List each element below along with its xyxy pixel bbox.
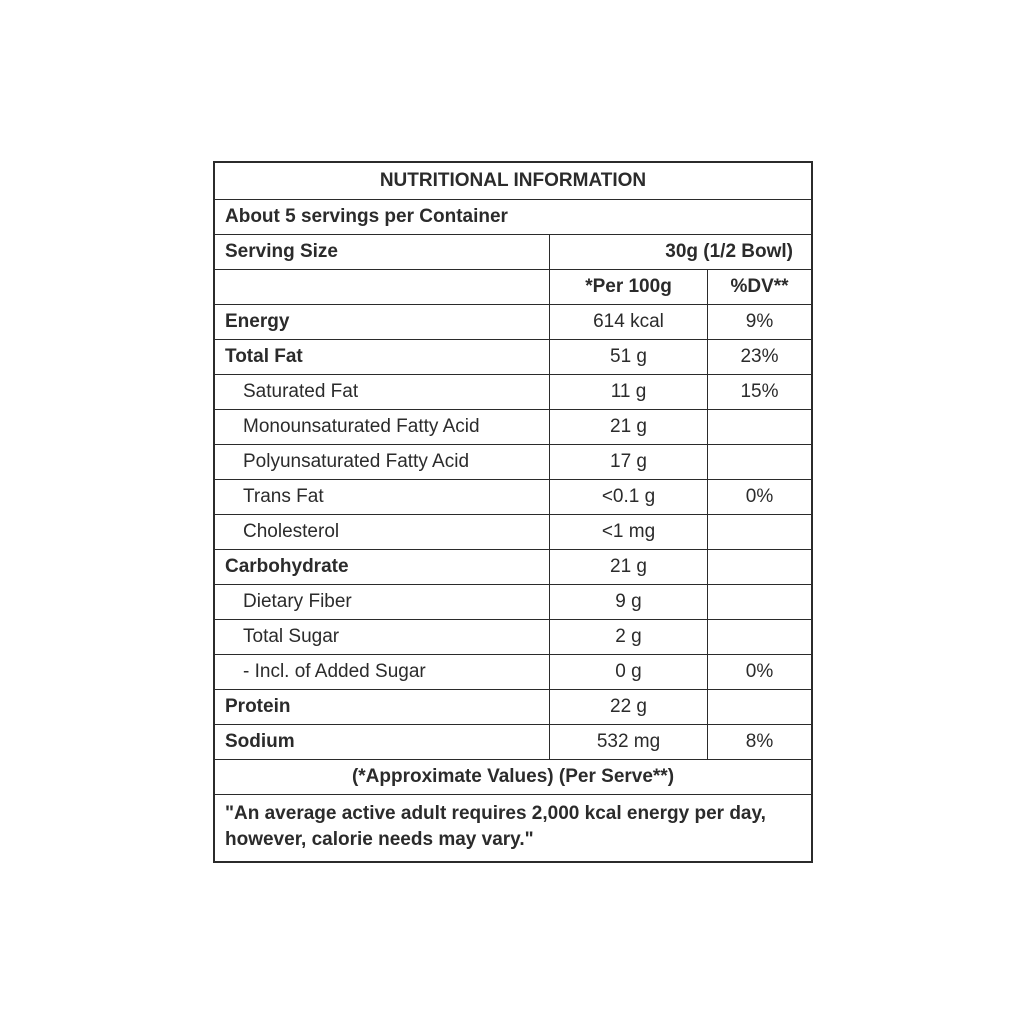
nutrient-per-100g: 21 g xyxy=(550,410,708,444)
nutrient-dv: 0% xyxy=(745,661,774,682)
serving-size-value: 30g (1/2 Bowl) xyxy=(665,241,793,262)
nutrient-dv xyxy=(708,620,811,654)
nutrient-name: Polyunsaturated Fatty Acid xyxy=(215,445,550,479)
nutrient-per-100g: 2 g xyxy=(550,620,708,654)
nutrient-name: Total Fat xyxy=(215,340,550,374)
approx-values-row xyxy=(215,760,811,795)
nutrient-dv xyxy=(708,690,811,724)
nutrient-name: Dietary Fiber xyxy=(215,585,550,619)
servings-per-container: About 5 servings per Container xyxy=(225,206,508,227)
nutrient-per-100g: 22 g xyxy=(550,690,708,724)
nutrient-name: Energy xyxy=(215,305,550,339)
nutrient-per-100g: 9 g xyxy=(550,585,708,619)
table-title: NUTRITIONAL INFORMATION xyxy=(379,170,647,191)
table-row xyxy=(215,375,811,410)
nutrient-per-100g: <0.1 g xyxy=(550,480,708,514)
nutrient-name: Carbohydrate xyxy=(215,550,550,584)
daily-value-footnote: "An average active adult requires 2,000 kcal energy per day, however, calorie needs may vary." xyxy=(225,803,766,850)
nutrient-dv xyxy=(708,410,811,444)
column-header-row xyxy=(215,270,811,305)
nutrition-facts-table xyxy=(213,161,813,863)
table-row xyxy=(215,620,811,655)
serving-size-label: Serving Size xyxy=(215,235,550,269)
nutrient-name: Cholesterol xyxy=(215,515,550,549)
table-row xyxy=(215,305,811,340)
nutrient-per-100g: 21 g xyxy=(550,550,708,584)
nutrient-per-100g: 51 g xyxy=(550,340,708,374)
nutrient-name: Sodium xyxy=(215,725,550,759)
table-row xyxy=(215,690,811,725)
nutrient-name: Saturated Fat xyxy=(215,375,550,409)
column-header-blank xyxy=(215,270,550,304)
table-row xyxy=(215,480,811,515)
nutrient-per-100g: <1 mg xyxy=(550,515,708,549)
table-row xyxy=(215,585,811,620)
nutrient-name: - Incl. of Added Sugar xyxy=(215,655,550,689)
nutrient-per-100g: 532 mg xyxy=(550,725,708,759)
nutrient-dv: 0% xyxy=(745,486,774,507)
column-header-dv: %DV** xyxy=(730,276,789,297)
table-row xyxy=(215,410,811,445)
nutrient-name: Monounsaturated Fatty Acid xyxy=(215,410,550,444)
table-row xyxy=(215,550,811,585)
table-row xyxy=(215,725,811,760)
table-row xyxy=(215,340,811,375)
serving-size-row xyxy=(215,235,811,270)
nutrient-dv xyxy=(708,515,811,549)
column-header-per-100g: *Per 100g xyxy=(550,270,708,304)
table-row xyxy=(215,445,811,480)
nutrient-dv: 8% xyxy=(745,731,774,752)
nutrient-per-100g: 11 g xyxy=(550,375,708,409)
nutrient-dv: 23% xyxy=(740,346,779,367)
nutrient-dv xyxy=(708,585,811,619)
nutrient-dv: 9% xyxy=(745,311,774,332)
table-row xyxy=(215,515,811,550)
nutrient-per-100g: 614 kcal xyxy=(550,305,708,339)
nutrient-per-100g: 17 g xyxy=(550,445,708,479)
table-row xyxy=(215,655,811,690)
servings-row xyxy=(215,200,811,235)
nutrient-per-100g: 0 g xyxy=(550,655,708,689)
nutrient-dv: 15% xyxy=(740,381,779,402)
nutrient-name: Trans Fat xyxy=(215,480,550,514)
nutrient-name: Total Sugar xyxy=(215,620,550,654)
title-row xyxy=(215,163,811,200)
nutrient-dv xyxy=(708,445,811,479)
nutrient-name: Protein xyxy=(215,690,550,724)
approx-values-note: (*Approximate Values) (Per Serve**) xyxy=(351,766,675,787)
nutrient-dv xyxy=(708,550,811,584)
